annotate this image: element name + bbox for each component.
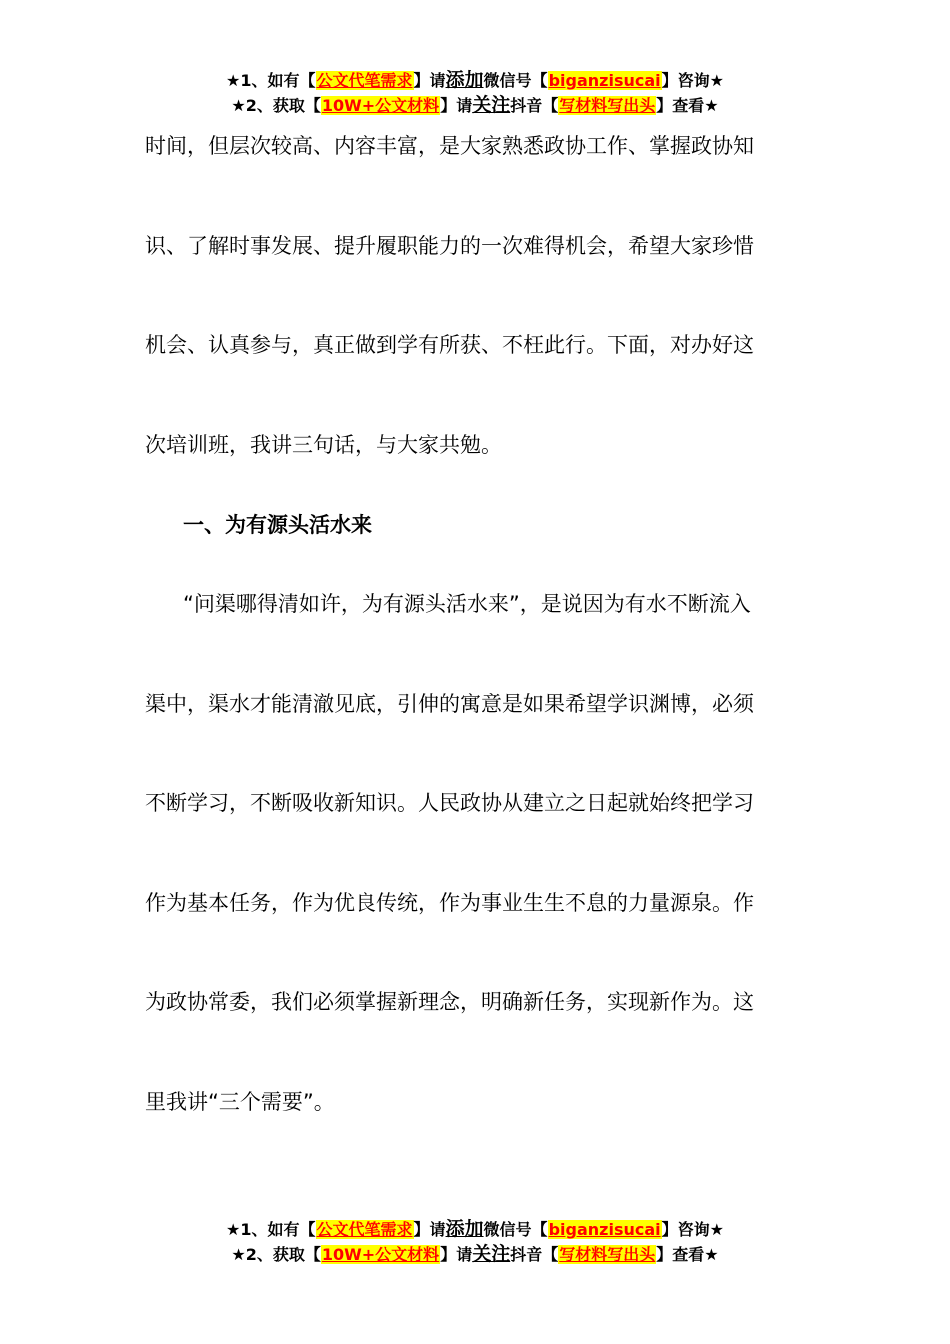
banner-text: 抖音【: [510, 96, 559, 115]
body-line: 里我讲“三个需要”。: [145, 1090, 335, 1114]
body-line: 机会、认真参与，真正做到学有所获、不枉此行。下面，对办好这: [145, 333, 754, 357]
body-line: 为政协常委，我们必须掌握新理念，明确新任务，实现新作为。这: [145, 990, 754, 1014]
banner-wechat-id: biganzisucai: [548, 71, 661, 90]
body-line: 时间，但层次较高、内容丰富，是大家熟悉政协工作、掌握政协知: [145, 134, 754, 158]
banner-text: 抖音【: [510, 1245, 559, 1264]
banner-highlight: 10W+公文材料: [321, 96, 440, 115]
banner-douyin-id: 写材料写出头: [559, 1245, 656, 1264]
banner-line-2: [0, 1242, 950, 1267]
banner-highlight: 10W+公文材料: [321, 1245, 440, 1264]
banner-text: 】查看★: [656, 96, 719, 115]
banner-text: ★2、获取【: [231, 96, 321, 115]
body-line: 不断学习，不断吸收新知识。人民政协从建立之日起就始终把学习: [145, 791, 754, 815]
banner-emphasis: 添加: [445, 1218, 484, 1240]
body-line: 作为基本任务，作为优良传统，作为事业生生不息的力量源泉。作: [145, 891, 754, 915]
banner-text: 】请: [440, 96, 473, 115]
banner-line-2: [0, 93, 950, 118]
body-line: 次培训班，我讲三句话，与大家共勉。: [145, 433, 502, 457]
banner-text: ★1、如有【: [226, 71, 316, 90]
banner-text: 】请: [440, 1245, 473, 1264]
banner-highlight: 公文代笔需求: [316, 71, 413, 90]
banner-text: 】请: [413, 1220, 446, 1239]
header-banner: [0, 68, 950, 118]
banner-line-1: [0, 68, 950, 93]
banner-text: 微信号【: [483, 71, 548, 90]
banner-text: ★1、如有【: [226, 1220, 316, 1239]
banner-highlight: 公文代笔需求: [316, 1220, 413, 1239]
body-line: “问渠哪得清如许，为有源头活水来”，是说因为有水不断流入: [183, 592, 751, 616]
banner-line-1: [0, 1217, 950, 1242]
section-heading: 一、为有源头活水来: [183, 513, 372, 537]
banner-emphasis: 添加: [445, 69, 484, 91]
banner-text: 】请: [413, 71, 446, 90]
banner-emphasis: 关注: [472, 94, 511, 116]
banner-text: 】咨询★: [661, 1220, 724, 1239]
banner-emphasis: 关注: [472, 1243, 511, 1265]
banner-text: ★2、获取【: [231, 1245, 321, 1264]
banner-wechat-id: biganzisucai: [548, 1220, 661, 1239]
banner-text: 微信号【: [483, 1220, 548, 1239]
footer-banner: [0, 1217, 950, 1267]
body-line: 识、了解时事发展、提升履职能力的一次难得机会，希望大家珍惜: [145, 234, 754, 258]
body-line: 渠中，渠水才能清澈见底，引伸的寓意是如果希望学识渊博，必须: [145, 692, 754, 716]
banner-douyin-id: 写材料写出头: [559, 96, 656, 115]
banner-text: 】查看★: [656, 1245, 719, 1264]
banner-text: 】咨询★: [661, 71, 724, 90]
